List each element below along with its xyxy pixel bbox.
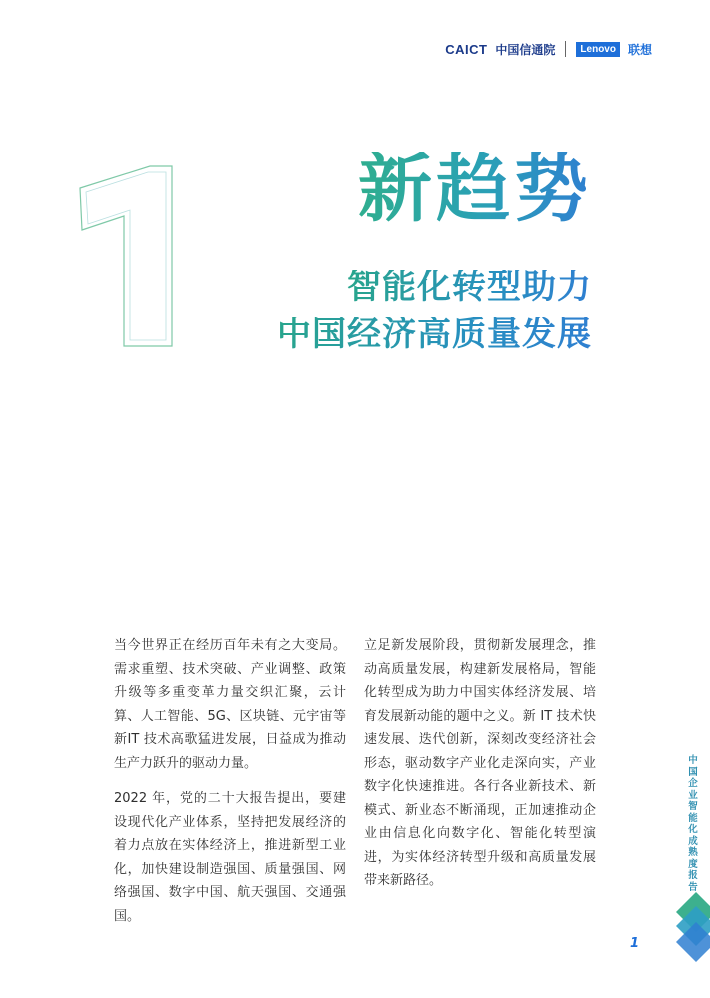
- body-paragraph: 2022 年，党的二十大报告提出，要建设现代化产业体系，坚持把发展经济的着力点放在实体经济上，推进新型工业化，加快建设制造强国、质量强国、网络强国、数字中国、航天强国、交通强国。: [114, 791, 346, 924]
- chapter-title: 新趋势: [358, 146, 592, 232]
- caict-logo: CAICT: [445, 41, 488, 57]
- body-paragraph: 立足新发展阶段，贯彻新发展理念，推动高质量发展，构建新发展格局，智能化转型成为助力中国实体经济发展、培育发展新动能的题中之义。新 IT 技术快速发展、迭代创新，深刻改变经济社会形态，驱动数字产业化走深向实，产业数字化快速推进。各行各业新技术、新模式、新业态不断涌现，正加速推动企业由信息化向数字化、智能化转型演进，为实体经济转型升级和高质量发展带来新路径。: [364, 638, 596, 888]
- body-left-column: [114, 634, 346, 940]
- chapter-subtitle-line1: 智能化转型助力: [347, 267, 592, 307]
- chapter-subtitle-line2: 中国经济高质量发展: [277, 314, 592, 354]
- lenovo-logo: Lenovo: [576, 42, 620, 57]
- lenovo-name: 联想: [627, 42, 652, 57]
- logo-divider: [565, 41, 566, 57]
- diamond-decoration-icon: [666, 892, 710, 962]
- caict-name: 中国信通院: [495, 42, 556, 57]
- body-paragraph: 当今世界正在经历百年未有之大变局。需求重塑、技术突破、产业调整、政策升级等多重变革力量交织汇聚，云计算、人工智能、5G、区块链、元宇宙等新IT 技术高歌猛进发展，日益成为推动生产力跃升的驱动力量。: [114, 638, 346, 771]
- body-right-column: [364, 634, 596, 905]
- report-side-label: 中国企业智能化成熟度报告: [688, 755, 698, 893]
- chapter-number-outline: [72, 158, 182, 353]
- header-logos: [445, 38, 652, 60]
- page-number: 1: [630, 936, 640, 951]
